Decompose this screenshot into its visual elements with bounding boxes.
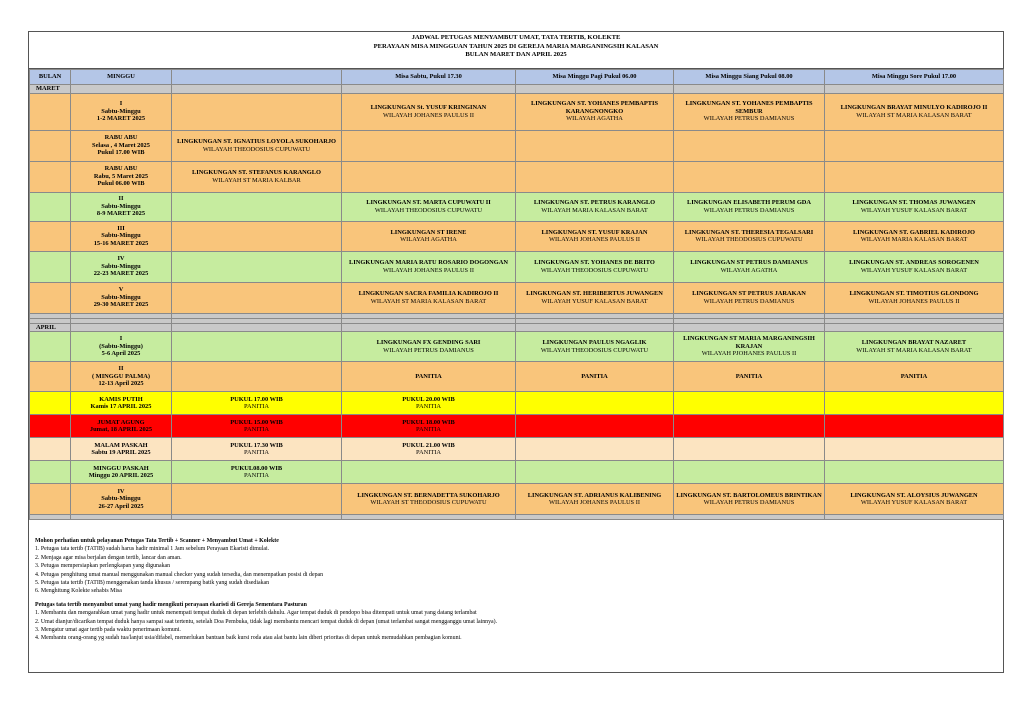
schedule-row [30, 392, 1004, 415]
misa-siang-cell [674, 221, 825, 251]
header-misa-pagi: Misa Minggu Pagi Pukul 06.00 [516, 70, 674, 85]
misa-siang-cell [674, 332, 825, 362]
month-fill [71, 85, 172, 94]
week-label: JUMAT AGUNG [97, 418, 145, 426]
minggu-cell [71, 484, 172, 515]
misa-sore-cell [825, 461, 1004, 484]
wilayah-name: WILAYAH ST THEODOSIUS CUPUWATU [370, 499, 487, 507]
lingkungan-name: LINGKUNGAN ST. GABRIEL KADIROJO [852, 228, 976, 236]
title-line-1: JADWAL PETUGAS MENYAMBUT UMAT, TATA TERTIB, KOLEKTE [411, 34, 621, 41]
misa-siang-cell [674, 392, 825, 415]
misa-sabtu-cell [342, 282, 516, 313]
wilayah-name: WILAYAH YUSUF KALASAN BARAT [860, 499, 968, 507]
week-label: I [119, 100, 123, 108]
wilayah-name: PANITIA [416, 449, 441, 457]
schedule-sheet [28, 31, 1004, 673]
lingkungan-name: LINGKUNGAN MARIA RATU ROSARIO DOGONGAN [349, 259, 508, 266]
lingkungan-name: PUKUL 15.00 WIB [230, 418, 283, 426]
lingkungan-name: LINGKUNGAN ELISABETH PERUM GDA [686, 199, 812, 206]
week-label: II [118, 195, 124, 203]
minggu-cell [71, 362, 172, 392]
lingkungan-name: PANITIA [415, 372, 442, 380]
misa-sore-cell [825, 362, 1004, 392]
lingkungan-name: LINGKUNGAN ST. MARTA CUPUWATU II [366, 199, 491, 206]
special-cell [172, 392, 342, 415]
month-fill [825, 85, 1004, 94]
week-label: IV [117, 487, 125, 495]
wilayah-name: WILAYAH AGATHA [566, 115, 623, 123]
lingkungan-name: LINGKUNGAN PAULUS NGAGLIK [542, 339, 647, 347]
wilayah-name: PANITIA [244, 472, 269, 480]
bulan-cell [30, 362, 71, 392]
week-date: 29-30 MARET 2025 [93, 301, 149, 309]
bulan-cell [30, 438, 71, 461]
lingkungan-name: PUKUL 21.00 WIB [402, 441, 455, 449]
wilayah-name: WILAYAH PETRUS DAMIANUS [703, 297, 795, 305]
wilayah-name: WILAYAH THEODOSIUS CUPUWATU [695, 236, 803, 244]
misa-siang-cell [674, 93, 825, 130]
spacer-cell [674, 515, 825, 520]
misa-pagi-cell [516, 93, 674, 130]
month-label: APRIL [30, 323, 71, 332]
wilayah-name: WILAYAH YUSUF KALASAN BARAT [860, 206, 968, 214]
wilayah-name: WILAYAH MARIA KALASAN BARAT [541, 206, 648, 214]
wilayah-name: WILAYAH ST MARIA KALASAN BARAT [370, 297, 487, 305]
special-cell [172, 282, 342, 313]
header-row [30, 70, 1004, 85]
note-item: 5. Petugas tata tertib (TATIB) menggenakan tanda khusus / serempang batik yang sudah disediakan [35, 580, 270, 587]
misa-siang-cell [674, 438, 825, 461]
schedule-row [30, 332, 1004, 362]
week-date: 1-2 MARET 2025 [96, 115, 146, 123]
wilayah-name: WILAYAH ST MARIA KALASAN BARAT [856, 111, 972, 119]
misa-siang-cell [674, 415, 825, 438]
wilayah-name: WILAYAH THEODOSIUS CUPUWATU [540, 346, 649, 354]
wilayah-name: WILAYAH YUSUF KALASAN BARAT [541, 297, 648, 305]
misa-sabtu-cell [342, 251, 516, 282]
minggu-cell [71, 161, 172, 192]
month-row-march [30, 85, 1004, 94]
bulan-cell [30, 484, 71, 515]
minggu-cell [71, 332, 172, 362]
week-days: Sabtu-Minggu [101, 293, 141, 301]
bulan-cell [30, 130, 71, 161]
bulan-cell [30, 251, 71, 282]
lingkungan-name: PANITIA [735, 372, 763, 380]
minggu-cell [71, 93, 172, 130]
lingkungan-name: LINGKUNGAN ST IRENE [390, 228, 467, 236]
bulan-cell [30, 461, 71, 484]
misa-pagi-cell [516, 415, 674, 438]
month-fill [172, 323, 342, 332]
wilayah-name: WILAYAH AGATHA [400, 236, 457, 244]
week-days: Rabu, 5 Maret 2025 [93, 172, 149, 180]
lingkungan-name: LINGKUNGAN BRAYAT MINULYO KADIROJO II [840, 104, 988, 111]
week-days: Sabtu-Minggu [101, 107, 141, 115]
week-label: IV [117, 255, 125, 263]
month-fill [674, 85, 825, 94]
lingkungan-name: LINGKUNGAN ST. PETRUS KARANGLO [533, 199, 656, 206]
misa-pagi-cell [516, 332, 674, 362]
special-cell [172, 415, 342, 438]
bulan-cell [30, 392, 71, 415]
misa-sore-cell [825, 93, 1004, 130]
special-cell [172, 130, 342, 161]
misa-siang-cell [674, 282, 825, 313]
special-cell [172, 438, 342, 461]
special-cell [172, 93, 342, 130]
note-item: 3. Petugas mempersiapkan perlengkapan yang digunakan [35, 563, 171, 570]
lingkungan-name: LINGKUNGAN ST. IGNATIUS LOYOLA SUKOHARJO [176, 138, 337, 145]
header-special [172, 70, 342, 85]
misa-sore-cell [825, 415, 1004, 438]
misa-sabtu-cell [342, 161, 516, 192]
month-fill [172, 85, 342, 94]
schedule-row [30, 221, 1004, 251]
misa-pagi-cell [516, 461, 674, 484]
wilayah-name: WILAYAH YUSUF KALASAN BARAT [860, 266, 968, 274]
misa-pagi-cell [516, 282, 674, 313]
misa-pagi-cell [516, 362, 674, 392]
week-date: Pukul 06.00 WIB [97, 180, 145, 188]
wilayah-name: WILAYAH AGATHA [720, 266, 778, 274]
document-title [29, 32, 1003, 69]
week-date: Pukul 17.00 WIB [97, 149, 145, 157]
month-row-april [30, 323, 1004, 332]
week-days: Sabtu-Minggu [101, 495, 141, 503]
week-days: Kamis 17 APRIL 2025 [90, 403, 152, 411]
header-bulan: BULAN [30, 70, 71, 85]
lingkungan-name: LINGKUNGAN ST. YOHANES PEMBAPTIS SEMBUR [685, 100, 813, 115]
schedule-row [30, 438, 1004, 461]
lingkungan-name: LINGKUNGAN ST. ADRIANUS KALIBENING [527, 491, 662, 499]
special-cell [172, 332, 342, 362]
misa-siang-cell [674, 362, 825, 392]
misa-sabtu-cell [342, 93, 516, 130]
week-days: Sabtu 19 APRIL 2025 [91, 449, 151, 457]
misa-sore-cell [825, 438, 1004, 461]
lingkungan-name: LINGKUNGAN ST. YOHANES DE BRITO [534, 259, 655, 266]
misa-sabtu-cell [342, 192, 516, 221]
header-misa-siang: Misa Minggu Siang Pukul 08.00 [674, 70, 825, 85]
schedule-row [30, 484, 1004, 515]
week-label: KAMIS PUTIH [99, 395, 143, 403]
month-label: MARET [30, 85, 71, 94]
wilayah-name: WILAYAH JOHANES PAULUS II [549, 236, 640, 244]
wilayah-name: WILAYAH PETRUS DAMIANUS [703, 206, 795, 214]
misa-sabtu-cell [342, 221, 516, 251]
lingkungan-name: PUKUL 17.00 WIB [230, 395, 283, 403]
lingkungan-name: LINGKUNGAN ST PETRUS DAMIANUS [690, 259, 808, 266]
note-item: 1. Membantu dan mengarahkan umat yang hadir untuk menempati tempat duduk di depan terlebih dahulu. Agar tempat duduk di pendopo bisa ditempati untuk umat yang datang terlambat [35, 610, 477, 617]
week-days: Jumat, 18 APRIL 2025 [89, 426, 153, 434]
month-fill [516, 85, 674, 94]
misa-siang-cell [674, 161, 825, 192]
schedule-row [30, 282, 1004, 313]
misa-pagi-cell [516, 392, 674, 415]
month-fill [674, 323, 825, 332]
lingkungan-name: LINGKUNGAN ST. ALOYSIUS JUWANGEN [850, 491, 978, 499]
schedule-row [30, 161, 1004, 192]
spacer-cell [71, 515, 172, 520]
note-item: 4. Membantu orang-orang yg sudah tua/lanjut usia/difabel, memerlukan bantuan baik kursi roda atau alat bantu lain diberi prioritas di depan untuk memudahkan pembagian komuni. [35, 635, 462, 642]
schedule-row [30, 461, 1004, 484]
note-item: 1. Petugas tata tertib (TATIB) sudah harus hadir minimal 1 Jam sebelum Perayaan Ekaristi dimulai. [35, 546, 270, 553]
lingkungan-name: PUKUL 17.30 WIB [230, 441, 283, 449]
week-days: Minggu 20 APRIL 2025 [88, 472, 154, 480]
week-days: (Sabtu-Minggu) [99, 342, 143, 350]
wilayah-name: WILAYAH ST MARIA KALASAN BARAT [856, 346, 972, 354]
misa-sore-cell [825, 221, 1004, 251]
header-misa-sore: Misa Minggu Sore Pukul 17.00 [825, 70, 1004, 85]
week-label: RABU ABU [104, 165, 138, 173]
header-minggu: MINGGU [71, 70, 172, 85]
month-fill [516, 323, 674, 332]
week-label: V [118, 286, 124, 294]
schedule-row [30, 93, 1004, 130]
wilayah-name: PANITIA [416, 426, 441, 434]
bulan-cell [30, 415, 71, 438]
lingkungan-name: LINGKUNGAN SACRA FAMILIA KADIROJO II [358, 290, 499, 297]
schedule-row [30, 415, 1004, 438]
misa-sore-cell [825, 332, 1004, 362]
note-item: 2. Menjaga agar misa berjalan dengan tertib, lancar dan aman. [35, 554, 182, 561]
title-line-2: PERAYAAN MISA MINGGUAN TAHUN 2025 DI GEREJA MARIA MARGANINGSIH KALASAN [373, 42, 659, 50]
misa-sore-cell [825, 130, 1004, 161]
header-misa-sabtu: Misa Sabtu, Pukul 17.30 [342, 70, 516, 85]
minggu-cell [71, 251, 172, 282]
lingkungan-name: PANITIA [581, 372, 608, 380]
lingkungan-name: LINGKUNGAN ST. TIMOTIUS GLONDONG [849, 290, 979, 297]
schedule-table [29, 69, 1004, 520]
week-date: 15-16 MARET 2025 [93, 239, 149, 247]
lingkungan-name: PANITIA [900, 372, 928, 380]
minggu-cell [71, 392, 172, 415]
misa-sore-cell [825, 484, 1004, 515]
week-days: ( MINGGU PALMA) [91, 372, 151, 380]
lingkungan-name: LINGKUNGAN ST. STEFANUS KARANGLO [191, 169, 321, 176]
month-fill [342, 323, 516, 332]
spacer-cell [516, 515, 674, 520]
misa-pagi-cell [516, 130, 674, 161]
minggu-cell [71, 192, 172, 221]
week-date: 5-6 April 2025 [101, 350, 141, 358]
lingkungan-name: LINGKUNGAN ST PETRUS JARAKAN [692, 290, 806, 297]
month-fill [71, 323, 172, 332]
week-days: Sabtu-Minggu [101, 262, 141, 270]
bulan-cell [30, 282, 71, 313]
lingkungan-name: PUKUL08.00 WIB [230, 464, 283, 472]
week-label: MALAM PASKAH [94, 441, 148, 449]
special-cell [172, 221, 342, 251]
lingkungan-name: LINGKUNGAN BRAYAT NAZARET [861, 339, 967, 347]
misa-siang-cell [674, 251, 825, 282]
lingkungan-name: PUKUL 18.00 WIB [402, 418, 455, 426]
schedule-row [30, 251, 1004, 282]
misa-sore-cell [825, 282, 1004, 313]
week-date: 26-27 April 2025 [98, 502, 144, 510]
note-item: 4. Petugas penghitung umat manual menggunakan manual checker yang sudah tersedia, dan menempatkan posisi di depan [35, 571, 324, 578]
wilayah-name: WILAYAH PETRUS DAMIANUS [703, 499, 795, 507]
schedule-row [30, 192, 1004, 221]
lingkungan-name: LINGKUNGAN ST. YUSUF KRAJAN [541, 228, 648, 236]
misa-sabtu-cell [342, 461, 516, 484]
wilayah-name: WILAYAH MARIA KALASAN BARAT [860, 236, 968, 244]
week-date: 12-13 April 2025 [98, 380, 144, 388]
lingkungan-name: LINGKUNGAN ST. BERNADETTA SUKOHARJO [357, 491, 500, 499]
minggu-cell [71, 130, 172, 161]
wilayah-name: WILAYAH PETRUS DAMIANUS [383, 346, 474, 354]
wilayah-name: WILAYAH THEODOSIUS CUPUWATU [202, 145, 311, 153]
week-days: Selasa , 4 Maret 2025 [92, 141, 150, 149]
misa-sabtu-cell [342, 332, 516, 362]
misa-pagi-cell [516, 438, 674, 461]
minggu-cell [71, 221, 172, 251]
special-cell [172, 192, 342, 221]
wilayah-name: PANITIA [416, 403, 441, 411]
wilayah-name: WILAYAH PJOHANES PAULUS II [701, 350, 797, 358]
misa-sore-cell [825, 392, 1004, 415]
lingkungan-name: LINGKUNGAN FX GENDING SARI [376, 339, 481, 347]
misa-siang-cell [674, 130, 825, 161]
wilayah-name: WILAYAH ST MARIA KALBAR [212, 176, 301, 184]
wilayah-name: PANITIA [244, 449, 269, 457]
notes-section [29, 537, 1003, 643]
misa-pagi-cell [516, 192, 674, 221]
lingkungan-name: LINGKUNGAN St. YUSUF KRINGINAN [370, 104, 487, 111]
lingkungan-name: LINGKUNGAN ST. BARTOLOMEUS BRINTIKAN [676, 491, 822, 499]
lingkungan-name: LINGKUNGAN ST. ANDREAS SOROGENEN [849, 259, 979, 266]
minggu-cell [71, 461, 172, 484]
wilayah-name: WILAYAH PETRUS DAMIANUS [703, 115, 795, 123]
week-days: Sabtu-Minggu [101, 202, 141, 210]
spacer-cell [30, 515, 71, 520]
spacer-cell [342, 515, 516, 520]
wilayah-name: WILAYAH JOHANES PAULUS II [549, 499, 640, 507]
misa-pagi-cell [516, 221, 674, 251]
misa-sabtu-cell [342, 415, 516, 438]
note-item: 2. Umat dianjur/dicarikan tempat duduk hanya sampai saat tertentu, setelah Doa Pembuka, tidak lagi membantu mencari tempat duduk di depan (umat terlambat sangat mengganggu umat lainnya). [35, 618, 498, 625]
misa-pagi-cell [516, 251, 674, 282]
misa-sabtu-cell [342, 438, 516, 461]
misa-sabtu-cell [342, 130, 516, 161]
month-fill [342, 85, 516, 94]
schedule-row [30, 130, 1004, 161]
note-item: 3. Mengatur umat agar tertib pada waktu penerimaan komuni. [35, 627, 181, 634]
lingkungan-name: LINGKUNGAN ST. THERESIA TEGALSARI [684, 228, 814, 236]
misa-sabtu-cell [342, 362, 516, 392]
bulan-cell [30, 93, 71, 130]
bulan-cell [30, 221, 71, 251]
lingkungan-name: LINGKUNGAN ST. THOMAS JUWANGEN [852, 199, 976, 206]
minggu-cell [71, 415, 172, 438]
misa-siang-cell [674, 192, 825, 221]
misa-siang-cell [674, 461, 825, 484]
schedule-row [30, 362, 1004, 392]
wilayah-name: WILAYAH THEODOSIUS CUPUWATU [540, 266, 649, 274]
week-date: 22-23 MARET 2025 [93, 270, 149, 278]
lingkungan-name: LINGKUNGAN ST. YOHANES PEMBAPTIS KARANGNONGKO [530, 100, 659, 115]
wilayah-name: WILAYAH THEODOSIUS CUPUWATU [374, 206, 483, 214]
title-line-3: BULAN MARET DAN APRIL 2025 [465, 51, 567, 59]
bulan-cell [30, 192, 71, 221]
week-date: 8-9 MARET 2025 [96, 210, 146, 218]
misa-sabtu-cell [342, 484, 516, 515]
special-cell [172, 251, 342, 282]
wilayah-name: WILAYAH JOHANES PAULUS II [868, 297, 960, 305]
week-label: MINGGU PASKAH [93, 464, 149, 472]
week-days: Sabtu-Minggu [101, 232, 141, 240]
week-label: III [117, 224, 125, 232]
misa-pagi-cell [516, 161, 674, 192]
special-cell [172, 362, 342, 392]
bulan-cell [30, 161, 71, 192]
special-cell [172, 161, 342, 192]
note-item: 6. Menghitung Kolekte sehabis Misa [35, 588, 122, 595]
misa-sore-cell [825, 161, 1004, 192]
lingkungan-name: PUKUL 20.00 WIB [402, 395, 455, 403]
misa-sore-cell [825, 251, 1004, 282]
special-cell [172, 461, 342, 484]
spacer-cell [825, 515, 1004, 520]
spacer-row [30, 515, 1004, 520]
wilayah-name: PANITIA [244, 426, 269, 434]
lingkungan-name: LINGKUNGAN ST MARIA MARGANINGSIH KRAJAN [683, 335, 815, 350]
week-label: I [119, 335, 123, 343]
notes-title-1: Mohon perhatian untuk pelayanan Petugas Tata Tertib + Scanner + Menyambut Umat + Kolekte [35, 538, 279, 544]
wilayah-name: PANITIA [244, 403, 269, 411]
misa-siang-cell [674, 484, 825, 515]
minggu-cell [71, 438, 172, 461]
misa-sabtu-cell [342, 392, 516, 415]
week-label: RABU ABU [104, 134, 138, 142]
misa-sore-cell [825, 192, 1004, 221]
minggu-cell [71, 282, 172, 313]
wilayah-name: WILAYAH JOHANES PAULUS II [383, 111, 474, 119]
special-cell [172, 484, 342, 515]
week-label: II [118, 365, 124, 373]
wilayah-name: WILAYAH JOHANES PAULUS II [383, 266, 474, 274]
lingkungan-name: LINGKUNGAN ST. HERIBERTUS JUWANGEN [526, 290, 663, 297]
misa-pagi-cell [516, 484, 674, 515]
bulan-cell [30, 332, 71, 362]
spacer-cell [172, 515, 342, 520]
notes-title-2: Petugas tata tertib menyambut umat yang hadir mengikuti perayaan ekaristi di Gereja Sementara Pasturan [35, 601, 307, 608]
month-fill [825, 323, 1004, 332]
